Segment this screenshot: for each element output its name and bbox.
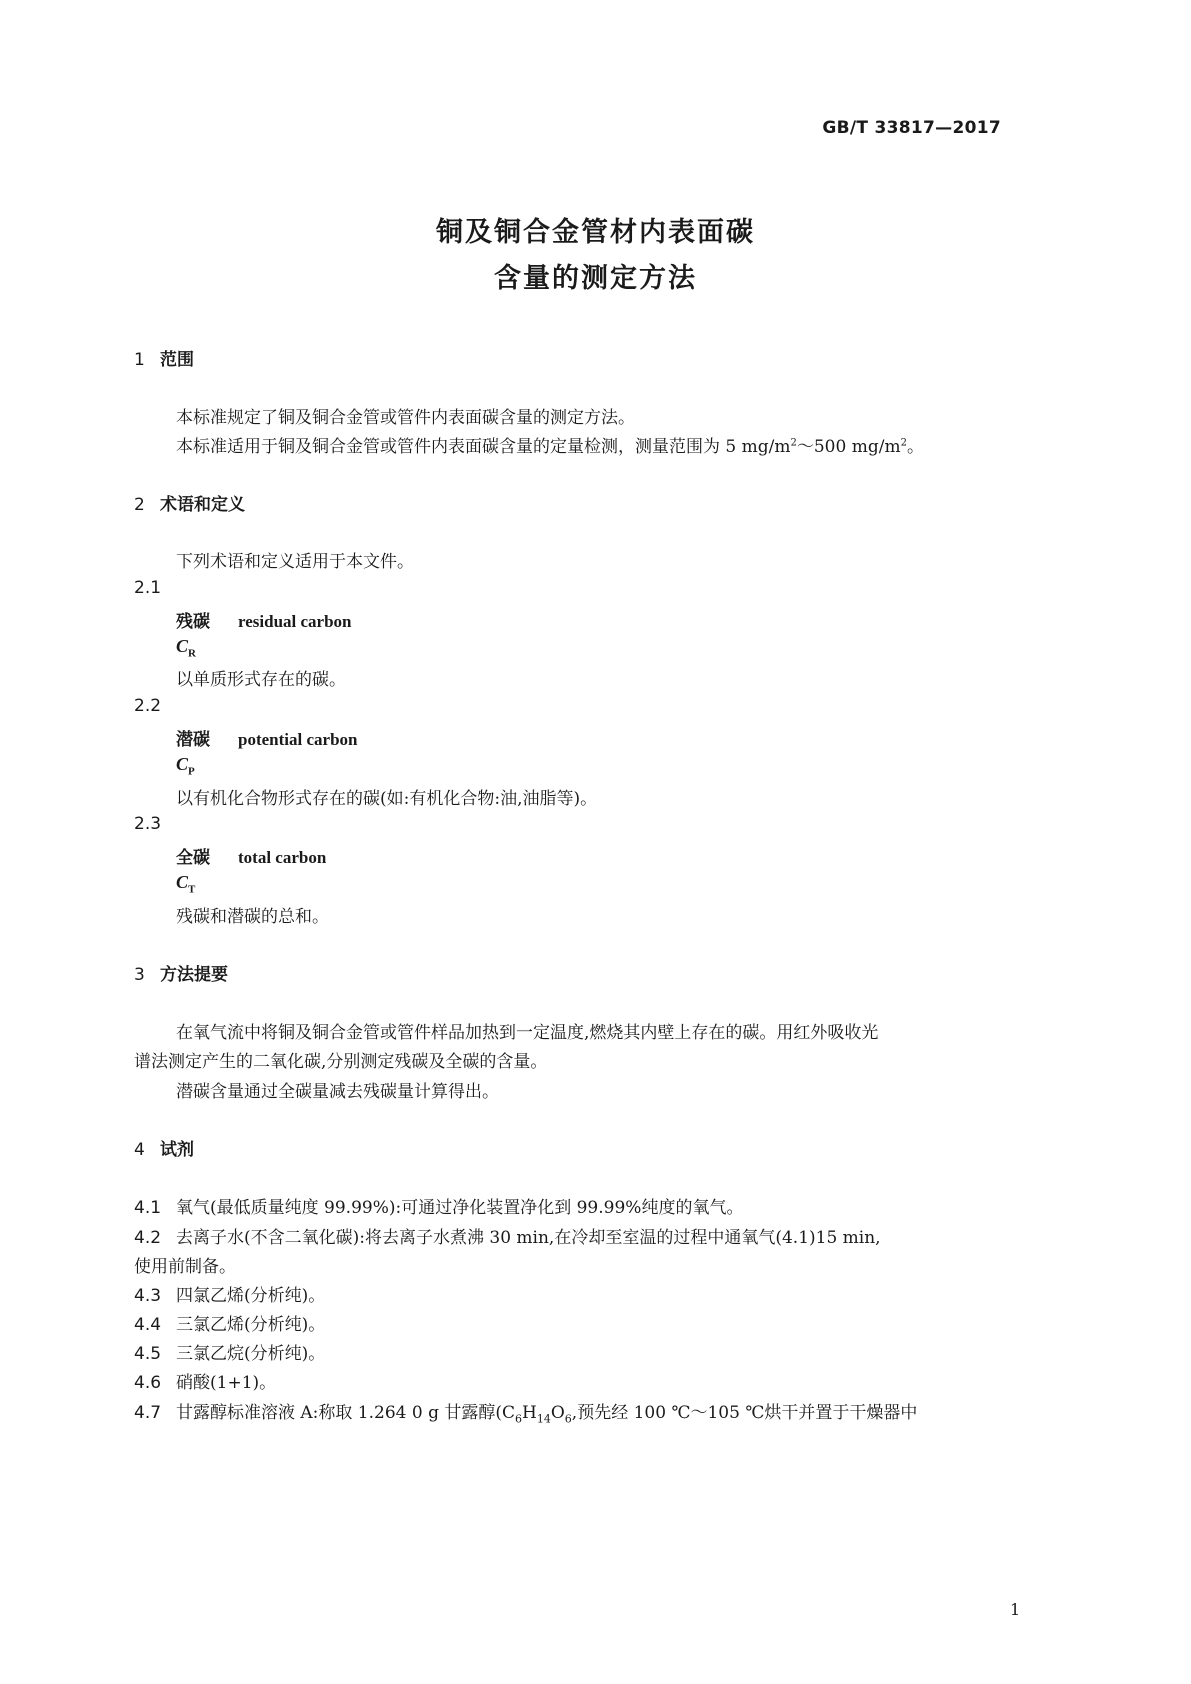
reagent-item: [134, 1398, 917, 1425]
reagent-number: 4.7: [134, 1403, 162, 1423]
term-symbol: [176, 872, 195, 896]
section-title: 范围: [160, 350, 194, 370]
symbol-subscript: T: [188, 883, 196, 896]
clause-number: 2.1: [134, 578, 162, 598]
reagent-item: [134, 1339, 325, 1364]
superscript: 2: [790, 437, 797, 449]
term-zh: 潜碳: [176, 730, 210, 750]
term-definition: 以有机化合物形式存在的碳(如:有机化合物:油,油脂等)。: [176, 789, 598, 809]
reagent-item: [134, 1281, 325, 1306]
reagent-item: [134, 1310, 325, 1335]
reagent-text: 氧气(最低质量纯度 99.99%):可通过净化装置净化到 99.99%纯度的氧气。: [176, 1198, 744, 1218]
section-number: 2: [134, 495, 145, 515]
reagent-text-continued: 使用前制备。: [134, 1257, 236, 1277]
section-3-heading: [134, 960, 228, 985]
reagent-item: [134, 1193, 743, 1218]
reagent-number: 4.6: [134, 1373, 162, 1393]
reagent-text: ,预先经 100 ℃～105 ℃烘干并置于干燥器中: [571, 1403, 918, 1423]
term-definition: 残碳和潜碳的总和。: [176, 907, 329, 927]
term-zh: 全碳: [176, 848, 210, 868]
scope-text-part: ～500 mg/m: [796, 437, 901, 457]
section-title: 试剂: [160, 1140, 194, 1160]
section-title: 术语和定义: [160, 495, 245, 515]
term-en: residual carbon: [238, 612, 352, 631]
clause-number: 2.2: [134, 696, 162, 716]
principle-paragraph-line-1: 在氧气流中将铜及铜合金管或管件样品加热到一定温度,燃烧其内壁上存在的碳。用红外吸收光: [176, 1023, 879, 1043]
terms-intro: 下列术语和定义适用于本文件。: [176, 552, 414, 572]
document-title-line-2: 含量的测定方法: [494, 263, 697, 294]
term-entry: [176, 607, 352, 632]
section-number: 4: [134, 1140, 145, 1160]
term-zh: 残碳: [176, 612, 210, 632]
term-symbol: [176, 636, 196, 660]
reagent-text: 三氯乙烯(分析纯)。: [176, 1315, 326, 1335]
reagent-number: 4.5: [134, 1344, 162, 1364]
term-en: total carbon: [238, 848, 327, 867]
document-title-line-1: 铜及铜合金管材内表面碳: [436, 217, 755, 248]
reagent-number: 4.2: [134, 1228, 162, 1248]
term-symbol: [176, 754, 195, 778]
section-title: 方法提要: [160, 965, 228, 985]
reagent-text: 去离子水(不含二氧化碳):将去离子水煮沸 30 min,在冷却至室温的过程中通氧气(4.1)15 min,: [176, 1228, 881, 1248]
subscript: 14: [536, 1412, 551, 1426]
section-number: 3: [134, 965, 145, 985]
section-number: 1: [134, 350, 145, 370]
scope-text-part: 本标准适用于铜及铜合金管或管件内表面碳含量的定量检测，测量范围为 5 mg/m: [176, 437, 791, 457]
reagent-item: [134, 1223, 881, 1248]
superscript: 2: [900, 437, 907, 449]
clause-number: 2.3: [134, 814, 162, 834]
symbol-subscript: R: [188, 647, 196, 660]
section-4-heading: [134, 1135, 194, 1160]
reagent-number: 4.1: [134, 1198, 162, 1218]
principle-paragraph-2: 潜碳含量通过全碳量减去残碳量计算得出。: [176, 1082, 499, 1102]
reagent-number: 4.3: [134, 1286, 162, 1306]
scope-paragraph-2: [176, 432, 924, 457]
symbol-letter: C: [176, 872, 189, 892]
subscript: 6: [564, 1412, 572, 1426]
reagent-number: 4.4: [134, 1315, 162, 1335]
term-entry: [176, 843, 326, 868]
section-2-heading: [134, 490, 245, 515]
scope-text-part: 。: [906, 437, 924, 457]
standard-number: GB/T 33817—2017: [822, 118, 1001, 138]
section-1-heading: [134, 345, 194, 370]
reagent-text: 硝酸(1+1)。: [176, 1373, 277, 1393]
reagent-item: [134, 1368, 276, 1393]
reagent-text: H: [522, 1403, 537, 1423]
reagent-text: 三氯乙烷(分析纯)。: [176, 1344, 326, 1364]
reagent-text: O: [550, 1403, 565, 1423]
term-en: potential carbon: [238, 730, 358, 749]
term-entry: [176, 725, 357, 750]
symbol-letter: C: [176, 754, 189, 774]
scope-paragraph-1: 本标准规定了铜及铜合金管或管件内表面碳含量的测定方法。: [176, 408, 635, 428]
term-definition: 以单质形式存在的碳。: [176, 670, 346, 690]
symbol-letter: C: [176, 636, 189, 656]
subscript: 6: [515, 1412, 523, 1426]
principle-paragraph-line-2: 谱法测定产生的二氧化碳,分别测定残碳及全碳的含量。: [134, 1052, 548, 1072]
reagent-text: 甘露醇标准溶液 A:称取 1.264 0 g 甘露醇(C: [176, 1403, 516, 1423]
reagent-text: 四氯乙烯(分析纯)。: [176, 1286, 326, 1306]
symbol-subscript: P: [188, 765, 195, 778]
page-number: 1: [1010, 1600, 1021, 1619]
